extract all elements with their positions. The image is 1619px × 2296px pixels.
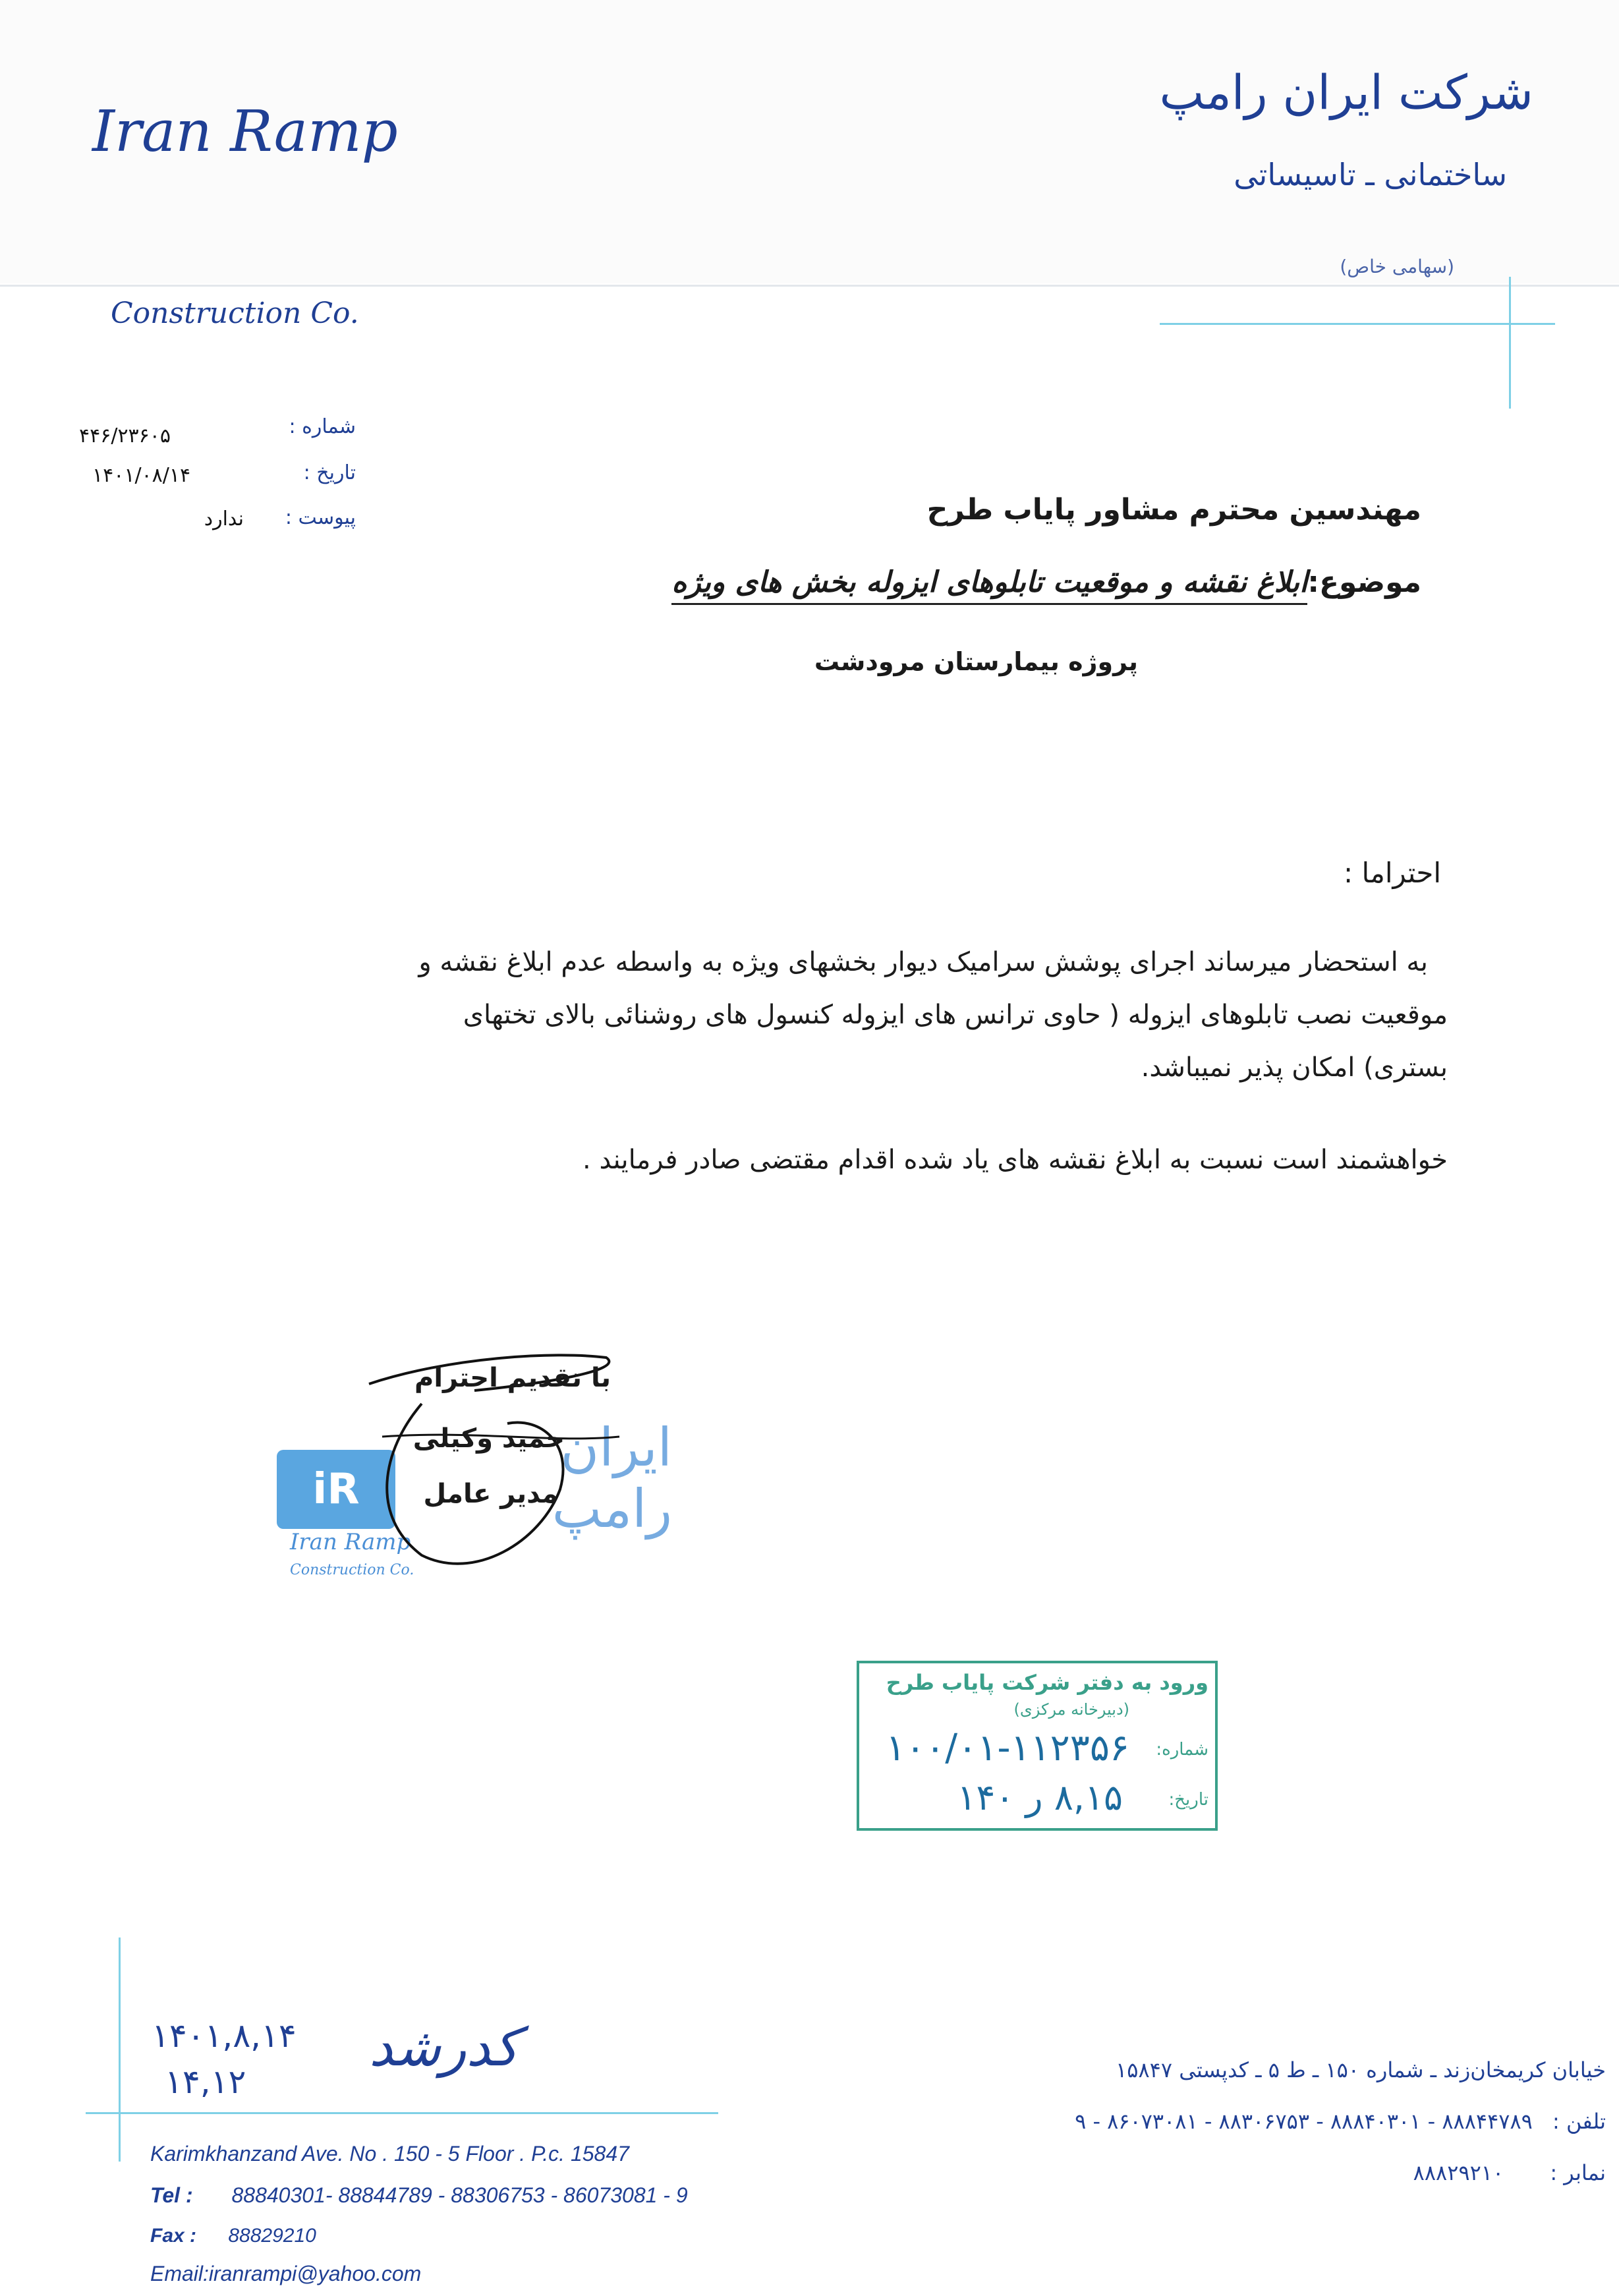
receipt-date-label: تاریخ: [1168, 1790, 1208, 1810]
footer-tel-en [150, 2183, 809, 2208]
footer-tel-value-fa: ۸۸۸۴۴۷۸۹ - ۸۸۸۴۰۳۰۱ - ۸۸۳۰۶۷۵۳ - ۸۶۰۷۳۰۸۱ - ۹ [1075, 2109, 1533, 2134]
request-paragraph [196, 1134, 1448, 1186]
receipt-number-value: ۱۰۰/۰۱-۱۱۲۳۵۶ [886, 1727, 1129, 1769]
body-paragraph [196, 936, 1448, 1094]
body-line-3: بستری) امکان پذیر نمیباشد. [1141, 1052, 1448, 1083]
receipt-number-label: شماره: [1156, 1740, 1208, 1760]
receipt-stamp [857, 1661, 1218, 1831]
attachment-value: ندارد [204, 507, 244, 531]
recipient-line: مهندسین محترم مشاور پایاب طرح [926, 493, 1421, 527]
paper-fold-line [0, 285, 1619, 287]
handwritten-date-2: ۱۴,۱۲ [165, 2063, 246, 2101]
receipt-stamp-subtitle: (دبیرخانه مرکزی) [1013, 1700, 1129, 1719]
footer-address-fa: خیابان کریمخان‌زند ـ شماره ۱۵۰ ـ ط ۵ ـ کدپستی ۱۵۸۴۷ [1116, 2057, 1606, 2082]
body-line-1: به استحضار میرساند اجرای پوشش سرامیک دیوار بخشهای ویژه به واسطه عدم ابلاغ نقشه و [418, 947, 1428, 977]
company-subtitle-fa: ساختمانی ـ تاسیساتی [1234, 157, 1507, 192]
body-line-2: موقعیت نصب تابلوهای ایزوله ( حاوی ترانس های ایزوله کنسول های روشنائی بالای تختهای [463, 1000, 1448, 1030]
letter-meta [66, 415, 356, 547]
footer-email-en: Email:iranrampi@yahoo.com [150, 2262, 422, 2285]
footer-tel-label-fa: تلفن : [1552, 2109, 1606, 2134]
footer-fax-label-en: Fax : [150, 2225, 197, 2247]
date-label: تاریخ : [303, 461, 356, 484]
number-value: ۴۴۶/۲۳۶۰۵ [79, 424, 171, 447]
footer-tel-value-en: 88840301- 88844789 - 88306753 - 86073081 - 9 [231, 2183, 688, 2207]
footer-guide-horizontal [86, 2112, 718, 2114]
date-value: ۱۴۰۱/۰۸/۱۴ [92, 464, 191, 487]
footer-fax-value-fa: ۸۸۸۲۹۲۱۰ [1413, 2160, 1504, 2185]
footer-tel-fa [881, 2109, 1606, 2134]
footer-tel-label-en: Tel : [150, 2183, 193, 2207]
signature-closing: با تقدیم احترام [414, 1363, 611, 1393]
stamp-logo-icon: iR [277, 1450, 395, 1529]
header-guide-horizontal [1160, 323, 1555, 325]
signature-name: حمید وکیلی [412, 1423, 565, 1454]
header-guide-vertical [1509, 277, 1511, 409]
signature-role: مدیر عامل [423, 1479, 558, 1509]
footer-fax-value-en: 88829210 [228, 2225, 316, 2247]
subject-label: موضوع: [1307, 565, 1421, 599]
stamp-company-fa: ایران رامپ [552, 1417, 672, 1539]
brand-tagline-en: Construction Co. [111, 297, 359, 330]
footer-address-en: Karimkhanzand Ave. No . 150 - 5 Floor . P.c. 15847 [150, 2142, 629, 2166]
subject-text: ابلاغ نقشه و موقعیت تابلوهای ایزوله بخش های ویژه [671, 565, 1307, 605]
subject-line [671, 565, 1421, 599]
number-label: شماره : [289, 415, 356, 438]
stamp-tagline-en: Construction Co. [290, 1562, 414, 1578]
receipt-stamp-title: ورود به دفتر شرکت پایاب طرح [886, 1670, 1208, 1695]
footer-fa [881, 2057, 1606, 2185]
footer-en [150, 2142, 809, 2286]
greeting-line: احتراما : [1344, 857, 1441, 889]
project-line: پروژه بیمارستان مرودشت [814, 647, 1138, 676]
handwritten-date-1: ۱۴۰۱,۸,۱۴ [152, 2017, 297, 2055]
footer-fax-label-fa: نمابر : [1550, 2160, 1606, 2185]
footer-guide-vertical [119, 1937, 121, 2162]
request-line-1: خواهشمند است نسبت به ابلاغ نقشه های یاد شده اقدام مقتضی صادر فرمایند . [582, 1145, 1448, 1175]
footer-fax-en [150, 2225, 809, 2247]
attachment-label: پیوست : [285, 506, 356, 529]
company-legal-type-fa: (سهامی خاص) [1340, 256, 1454, 277]
stamp-brand-en: Iran Ramp [290, 1529, 411, 1555]
company-name-fa: شرکت ایران رامپ [1159, 65, 1533, 120]
brand-logo-en: Iran Ramp [92, 99, 398, 165]
footer-fax-fa [881, 2160, 1606, 2185]
handwritten-note: کدرشد [369, 2017, 519, 2078]
receipt-date-value: ۸,۱۵ ر ۱۴۰ [957, 1777, 1123, 1818]
